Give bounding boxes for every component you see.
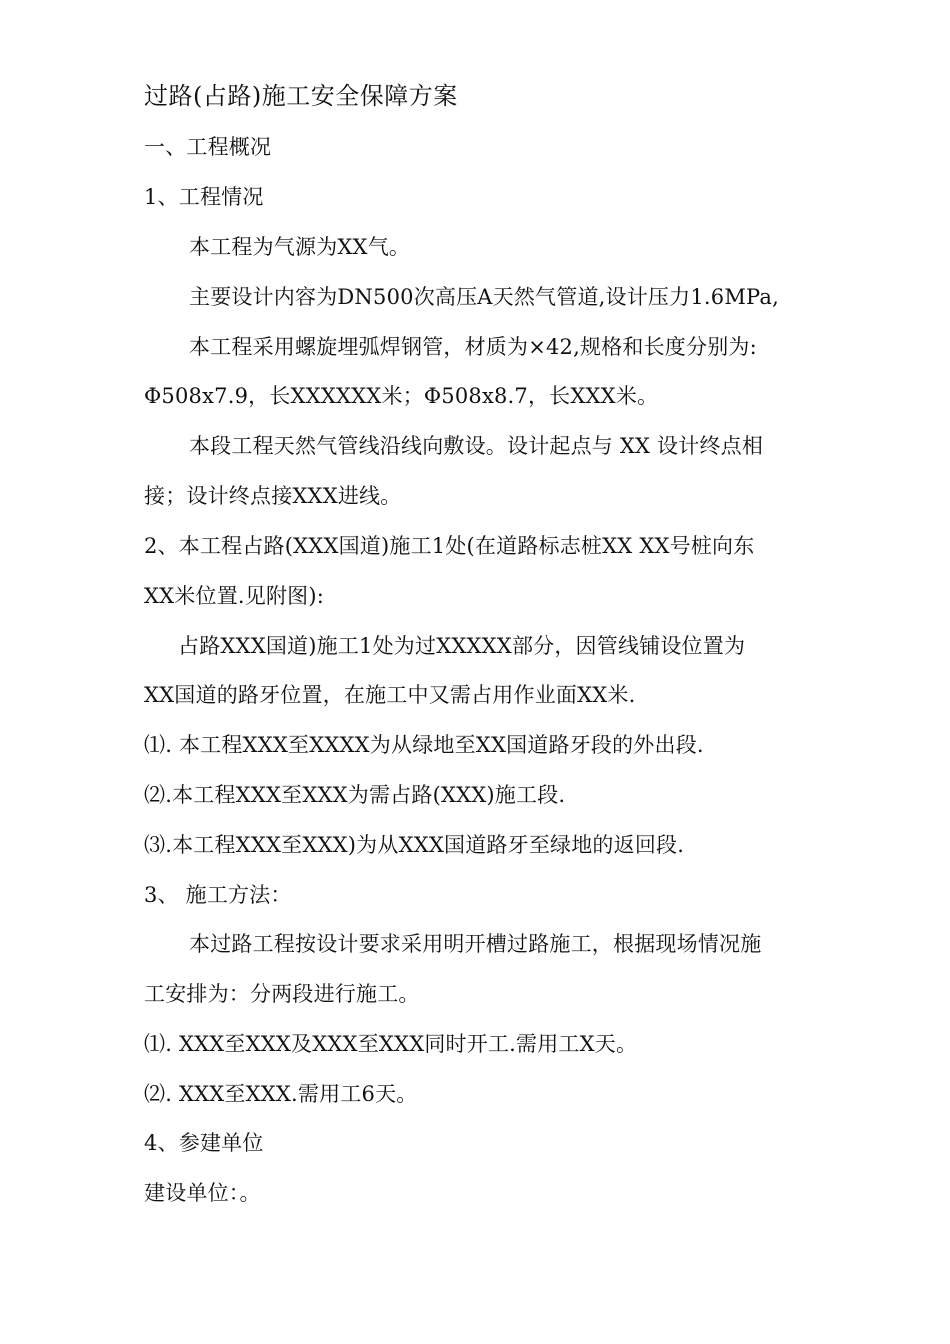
paragraph-line: Φ508x7.9，长XXXXXX米；Φ508x8.7，长XXX米。 [144, 384, 659, 408]
subsection-heading-road-occupation: 2、本工程占路(XXX国道)施工1处(在道路标志桩XX XX号桩向东 [144, 534, 755, 558]
paragraph-line: XX国道的路牙位置，在施工中又需占用作业面XX米. [144, 683, 636, 707]
paragraph-line: 接；设计终点接XXX进线。 [144, 484, 402, 508]
subsection-heading-participating-units: 4、参建单位 [144, 1131, 264, 1155]
paragraph-line: 本段工程天然气管线沿线向敷设。设计起点与 XX 设计终点相 [189, 434, 764, 458]
paragraph-line: 建设单位：。 [144, 1181, 261, 1205]
paragraph-line: 工安排为：分两段进行施工。 [144, 982, 420, 1006]
list-item: ⑵.本工程XXX至XXX为需占路(XXX)施工段. [144, 783, 566, 807]
section-heading-overview: 一、工程概况 [144, 135, 272, 159]
paragraph-line: XX米位置.见附图): [144, 584, 325, 608]
subsection-heading-project-status: 1、工程情况 [144, 185, 264, 209]
paragraph-line: 占路XXX国道)施工1处为过XXXXX部分，因管线铺设位置为 [178, 634, 746, 658]
list-item: ⑶.本工程XXX至XXX)为从XXX国道路牙至绿地的返回段. [144, 833, 685, 857]
paragraph-line: 本工程为气源为XX气。 [189, 235, 411, 259]
list-item: ⑴. XXX至XXX及XXX至XXX同时开工.需用工X天。 [144, 1032, 638, 1056]
list-item: ⑴. 本工程XXX至XXXX为从绿地至XX国道路牙段的外出段. [144, 733, 704, 757]
list-item: ⑵. XXX至XXX.需用工6天。 [144, 1082, 418, 1106]
subsection-heading-construction-method: 3、 施工方法： [144, 883, 292, 907]
paragraph-line: 主要设计内容为DN500次高压A天然气管道,设计压力1.6MPa, [189, 285, 780, 309]
paragraph-line: 本工程采用螺旋埋弧焊钢管，材质为×42,规格和长度分别为: [189, 335, 757, 359]
document-title: 过路(占路)施工安全保障方案 [144, 82, 458, 110]
paragraph-line: 本过路工程按设计要求采用明开槽过路施工，根据现场情况施 [189, 932, 762, 956]
